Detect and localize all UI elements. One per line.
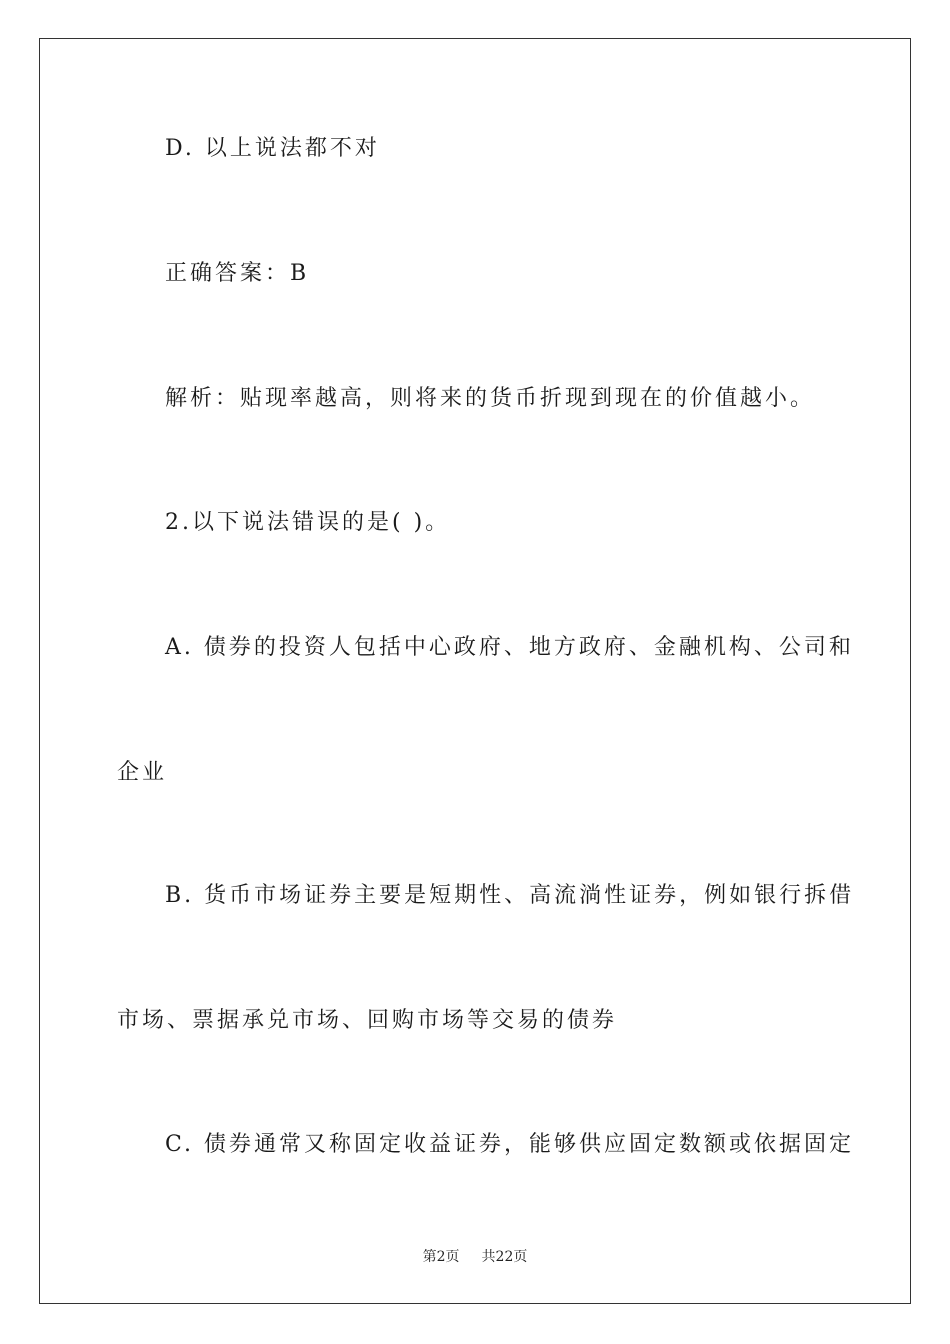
option-b-continuation: 市场、票据承兑市场、回购市场等交易的债券 — [117, 1008, 618, 1033]
page-border — [39, 38, 911, 1304]
question-2-text: 2.以下说法错误的是( )。 — [165, 510, 451, 535]
option-a-text: A. 债券的投资人包括中心政府、地方政府、金融机构、公司和 — [165, 635, 854, 660]
option-c-text: C. 债券通常又称固定收益证券，能够供应固定数额或依据固定 — [165, 1132, 855, 1157]
option-b-text: B. 货币市场证券主要是短期性、高流淌性证券，例如银行拆借 — [165, 883, 855, 908]
explanation-text: 解析：贴现率越高，则将来的货币折现到现在的价值越小。 — [165, 386, 816, 411]
option-a-continuation: 企业 — [117, 760, 168, 785]
page-footer — [0, 1247, 950, 1267]
page-number: 第2页 — [422, 1249, 460, 1265]
page-total: 共22页 — [481, 1249, 528, 1265]
option-d-text: D. 以上说法都不对 — [165, 136, 380, 161]
correct-answer-text: 正确答案：B — [165, 261, 310, 286]
